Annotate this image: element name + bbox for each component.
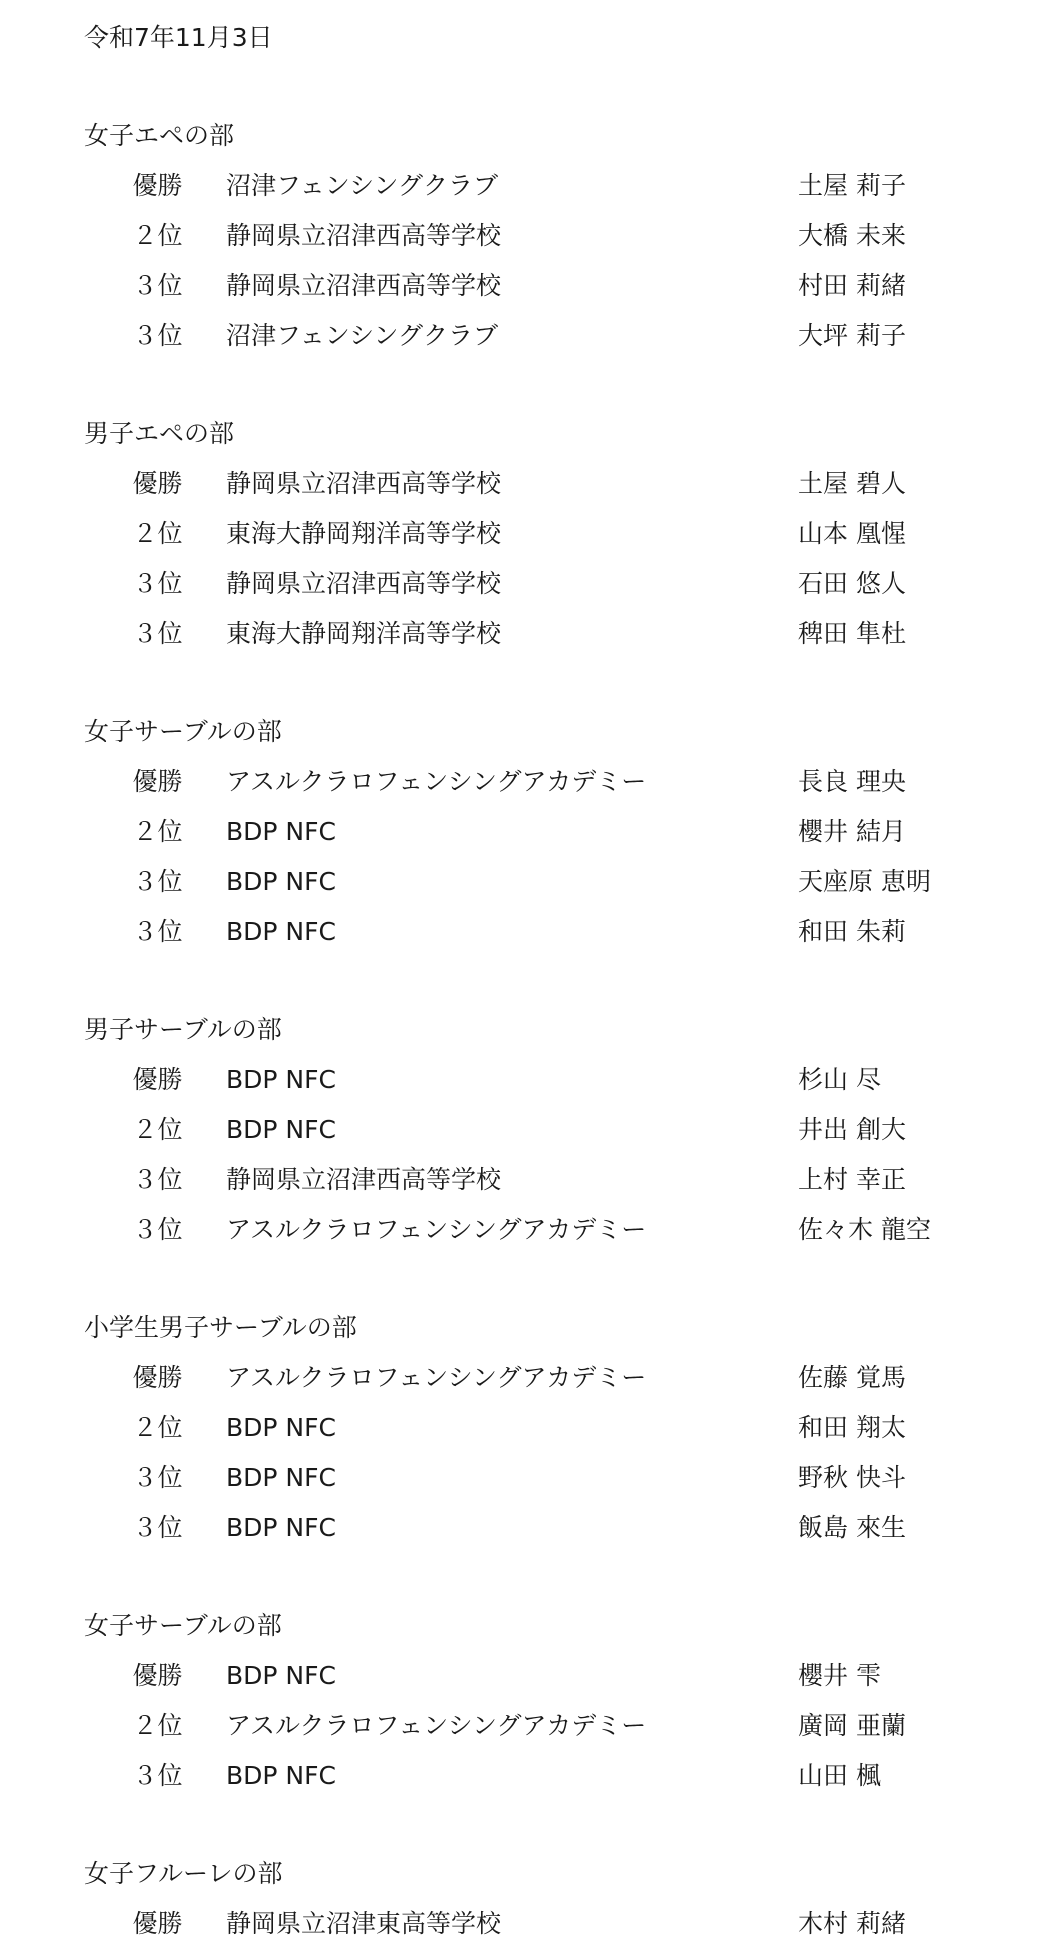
rank: 優勝: [132, 1363, 183, 1392]
team: BDP NFC: [226, 1115, 336, 1144]
athlete-name: 土屋 莉子: [798, 171, 906, 200]
team: 東海大静岡翔洋高等学校: [226, 619, 502, 648]
team: 静岡県立沼津西高等学校: [226, 221, 502, 250]
athlete-name: 稗田 隼杜: [798, 619, 906, 648]
result-row: [0, 812, 1050, 852]
athlete-name: 大橋 未来: [798, 221, 906, 250]
result-row: [0, 1110, 1050, 1150]
result-row: [0, 1210, 1050, 1250]
rank: ３位: [132, 867, 183, 896]
rank: ３位: [132, 1513, 183, 1542]
rank: ３位: [132, 1165, 183, 1194]
rank: ２位: [132, 519, 183, 548]
team: BDP NFC: [226, 1463, 336, 1492]
rank: 優勝: [132, 1661, 183, 1690]
result-row: [0, 1060, 1050, 1100]
athlete-name: 石田 悠人: [798, 569, 906, 598]
team: 東海大静岡翔洋高等学校: [226, 519, 502, 548]
rank: ２位: [132, 1115, 183, 1144]
result-row: [0, 216, 1050, 256]
team: 沼津フェンシングクラブ: [226, 321, 499, 350]
athlete-name: 天座原 恵明: [798, 867, 931, 896]
team: BDP NFC: [226, 1513, 336, 1542]
team: BDP NFC: [226, 817, 336, 846]
team: BDP NFC: [226, 1065, 336, 1094]
section-title: 女子サーブルの部: [84, 717, 282, 746]
section-title: 男子エペの部: [84, 419, 235, 448]
rank: ２位: [132, 817, 183, 846]
rank: ３位: [132, 271, 183, 300]
athlete-name: 和田 翔太: [798, 1413, 906, 1442]
result-row: [0, 1656, 1050, 1696]
athlete-name: 村田 莉緒: [798, 271, 906, 300]
team: BDP NFC: [226, 1413, 336, 1442]
result-row: [0, 762, 1050, 802]
team: アスルクラロフェンシングアカデミー: [226, 767, 647, 796]
rank: ３位: [132, 321, 183, 350]
result-row: [0, 912, 1050, 952]
section-title: 小学生男子サーブルの部: [84, 1313, 357, 1342]
team: BDP NFC: [226, 1661, 336, 1690]
result-row: [0, 1904, 1050, 1944]
result-row: [0, 266, 1050, 306]
team: 沼津フェンシングクラブ: [226, 171, 499, 200]
athlete-name: 杉山 尽: [798, 1065, 881, 1094]
rank: 優勝: [132, 1065, 183, 1094]
result-row: [0, 1756, 1050, 1796]
result-row: [0, 1706, 1050, 1746]
team: BDP NFC: [226, 917, 336, 946]
result-row: [0, 316, 1050, 356]
athlete-name: 木村 莉緒: [798, 1909, 906, 1938]
result-row: [0, 564, 1050, 604]
team: 静岡県立沼津西高等学校: [226, 569, 502, 598]
rank: 優勝: [132, 767, 183, 796]
rank: 優勝: [132, 171, 183, 200]
team: 静岡県立沼津西高等学校: [226, 271, 502, 300]
athlete-name: 山田 楓: [798, 1761, 881, 1790]
section-title: 女子エペの部: [84, 121, 235, 150]
athlete-name: 和田 朱莉: [798, 917, 906, 946]
result-row: [0, 1408, 1050, 1448]
rank: ２位: [132, 1711, 183, 1740]
team: BDP NFC: [226, 1761, 336, 1790]
athlete-name: 野秋 快斗: [798, 1463, 906, 1492]
rank: ３位: [132, 1761, 183, 1790]
athlete-name: 佐藤 覚馬: [798, 1363, 906, 1392]
athlete-name: 井出 創大: [798, 1115, 906, 1144]
rank: 優勝: [132, 1909, 183, 1938]
team: アスルクラロフェンシングアカデミー: [226, 1363, 647, 1392]
athlete-name: 上村 幸正: [798, 1165, 906, 1194]
team: 静岡県立沼津東高等学校: [226, 1909, 502, 1938]
athlete-name: 飯島 來生: [798, 1513, 906, 1542]
rank: 優勝: [132, 469, 183, 498]
team: 静岡県立沼津西高等学校: [226, 1165, 502, 1194]
athlete-name: 山本 凰惺: [798, 519, 906, 548]
rank: ３位: [132, 1463, 183, 1492]
rank: ２位: [132, 221, 183, 250]
result-row: [0, 464, 1050, 504]
result-row: [0, 166, 1050, 206]
athlete-name: 櫻井 結月: [798, 817, 906, 846]
rank: ３位: [132, 1215, 183, 1244]
athlete-name: 大坪 莉子: [798, 321, 906, 350]
athlete-name: 長良 理央: [798, 767, 906, 796]
result-row: [0, 1160, 1050, 1200]
team: BDP NFC: [226, 867, 336, 896]
team: アスルクラロフェンシングアカデミー: [226, 1215, 647, 1244]
section-title: 女子サーブルの部: [84, 1611, 282, 1640]
result-row: [0, 1508, 1050, 1548]
rank: ３位: [132, 917, 183, 946]
section-title: 男子サーブルの部: [84, 1015, 282, 1044]
athlete-name: 廣岡 亜蘭: [798, 1711, 906, 1740]
result-row: [0, 514, 1050, 554]
rank: ２位: [132, 1413, 183, 1442]
section-title: 女子フルーレの部: [84, 1859, 283, 1888]
rank: ３位: [132, 619, 183, 648]
result-row: [0, 862, 1050, 902]
result-row: [0, 614, 1050, 654]
result-row: [0, 1358, 1050, 1398]
document-date: 令和7年11月3日: [84, 23, 273, 52]
result-row: [0, 1458, 1050, 1498]
athlete-name: 土屋 碧人: [798, 469, 906, 498]
rank: ３位: [132, 569, 183, 598]
athlete-name: 櫻井 雫: [798, 1661, 881, 1690]
team: アスルクラロフェンシングアカデミー: [226, 1711, 647, 1740]
team: 静岡県立沼津西高等学校: [226, 469, 502, 498]
athlete-name: 佐々木 龍空: [798, 1215, 931, 1244]
